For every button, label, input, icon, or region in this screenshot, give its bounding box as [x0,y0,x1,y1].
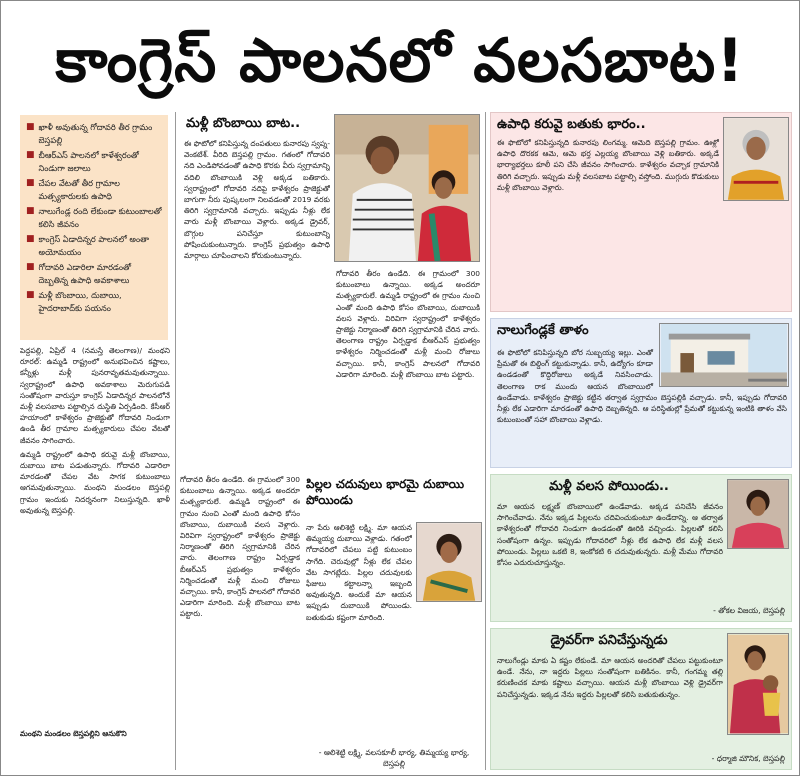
story-dubai [304,474,484,770]
left-story: పెద్దపల్లి, ఏప్రిల్ 4 (నమస్తే తెలంగాణ)/ మంథని రూరల్: ఉమ్మడి రాష్ట్రంలో అనుభవించిన కష్టాలు, కన్నీళ్లు మళ్లీ పునరావృతమవుతున్నాయి. స్వరాష్ట్రంలో ఉపాధి అవకాశాలు మెరుగుపడి సంతోషంగా వారుస్తూ కాంగ్రెస్ ఏడాదిన్నర పాలనలోనే మళ్లీ వలసబాట పట్టాల్సిన దుస్థితి ఏర్పడింది. కేసీఆర్ హయాంలో కాళేశ్వరం ప్రాజెక్టుతో గోదావరి నిండుగా ఉండి తీర గ్రామాల మత్స్యకారులు చేపల వేటతో జీవనం సాగించారు. ఉమ్మడి రాష్ట్రంలో ఉపాధి కరువై మళ్లీ బొంబాయి, దుబాయి బాట పడుతున్నారు. గోదావరి ఎడారిలా మారడంతో చేపల వేట సాగక కుటుంబాలు ఆగమవుతున్నాయి. మంథని మండలం బెస్తపల్లి గ్రామం ఇందుకు నిదర్శనంగా నిలుస్తున్నది. ఖాళీ అవుతున్న బెస్తపల్లి. [20,346,170,515]
bullet-icon: ■ [26,122,35,132]
story-dubai-title: పిల్లల చదువులు భారమై దుబాయి పోయిండు [306,477,465,507]
story-talam-text: ఈ ఫొటోలో కనిపిస్తున్నది బోర సుబ్బయ్య ఇల్లు. ఎంతో ప్రేమతో ఈ బిల్డింగ్ కట్టుకున్నాడు. కానీ, ఉద్యోగం కూడా ఉండడంతో కొద్దిరోజులు అక్కడే నివసించాడు. తెలంగాణ రాక ముందు ఆయన బొంబాయిలో ఉండేవాడు. కాళేశ్వరం ప్రాజెక్టు కట్టిన తర్వాత స్వగ్రామం బెస్తపల్లికి వచ్చాడు. కానీ, ఇప్పుడు గోదావరి నీళ్లు లేక ఎడారిగా మారడంతో ఉపాధి దెబ్బతిన్నది. ఆ పరిస్థితుల్లో ప్రేమతో కట్టుకున్న ఇంటికి తాళం వేసి కుటుంబంతో సహా బొంబాయి వెళ్లాడు. [497,348,787,425]
column-rule [485,112,486,770]
story-valasa-text: మా ఆయన లక్ష్మణ్ బొంబాయిలో ఉండేవాడు. అక్కడ పనిచేసి జీవనం సాగించేవాడు. నేను ఇక్కడ పిల్లలను చదివించుకుంటూ ఉండేదాన్ని. ఆ తర్వాత కాళేశ్వరంతో గోదావరి నిండుగా ఉండడంతో ఊరికి వచ్చిండు. పిల్లలతో కలిసి సంతోషంగా ఉన్నం. ఇప్పుడు గోదావరిలో నీళ్లు లేక ఉపాధి లేక మళ్లీ వలస పోయిండు. పిల్లలు ఒకటి 8, ఇంకోకటి 6 చదువుతున్నరు. మళ్లీ మేము గోదావరి కోసం ఎదురుచూస్తున్నం. [497,501,787,605]
story-upadhi-title: ఉపాధి కరువై బతుకు భారం.. [497,117,646,132]
story-dubai-text: నా పేరు ఆలిశెట్టి లక్ష్మి. మా ఆయన తిమ్మయ్య దుబాయి వెళ్లాడు. గతంలో గోదావరిలో చేపలు పట్టి కుటుంబం సాగేది. చెరువుల్లో నీళ్లు లేక చేపల వేట సాగట్లేదు. పిల్లల చదువులకు ఫీజులు కట్టాలన్నా ఇబ్బంది అవుతున్నది. అందుకే మా ఆయన ఇప్పుడు దుబాయికి పోయిండు. బతుకుడు కష్టంగా మారింది. [306,523,412,622]
woman-child-photo-image [728,634,788,734]
elder-woman-photo [723,117,789,201]
story-driver-title: డ్రైవర్‌గా పనిచేస్తున్నడు [550,633,668,648]
photo-spacer [653,347,787,391]
couple-photo [334,114,480,262]
highlights-box [20,115,168,340]
left-story-footer: మంథని మండలం బెస్తపల్లిని ఆనుకొని [20,729,127,738]
story-middle-tail: గోదావరి తీరం ఉండేది. ఈ గ్రామంలో 300 కుటుంబాలు ఉన్నాయి. అక్కడ అందరూ మత్స్యకారులే. ఉమ్మడి రాష్ట్రంలో ఈ గ్రామం నుంచి ఎంతో మంది ఉపాధి కోసం బొంబాయి, దుబాయికి వలస వెళ్లారు. విరివిగా స్వరాష్ట్రంలో కాళేశ్వరం ప్రాజెక్టు నిర్మాణంతో తిరిగి స్వగ్రామానికి చేరిన వారు. తెలంగాణ రాష్ట్రం ఏర్పడ్డాక బీఆర్ఎస్ ప్రభుత్వం కాళేశ్వరం నిర్మించడంతో మళ్లీ మంచి రోజులు వచ్చాయి. కానీ, కాంగ్రెస్ పాలనలో గోదావరి ఎడారిగా మారింది. మళ్లీ బొంబాయి బాట పట్టారు. [336,269,480,379]
story-bombay-title: మళ్లీ బొంబాయి బాట.. [186,116,301,131]
story-middle-continuation: గోదావరి తీరం ఉండేది. ఈ గ్రామంలో 300 కుటుంబాలు ఉన్నాయి. అక్కడ అందరూ మత్స్యకారులే. ఉమ్మడి రాష్ట్రంలో ఈ గ్రామం నుంచి ఎంతో మంది ఉపాధి కోసం బొంబాయి, దుబాయికి వలస వెళ్లారు. విరివిగా స్వరాష్ట్రంలో కాళేశ్వరం ప్రాజెక్టు నిర్మాణంతో తిరిగి స్వగ్రామానికి చేరిన వారు. తెలంగాణ రాష్ట్రం ఏర్పడ్డాక బీఆర్ఎస్ ప్రభుత్వం కాళేశ్వరం నిర్మించడంతో మళ్లీ మంచి రోజులు వచ్చాయి. కానీ, కాంగ్రెస్ పాలనలో గోదావరి ఎడారిగా మారింది. మళ్లీ బొంబాయి బాట పట్టారు. [180,475,300,619]
story-upadhi-text: ఈ ఫొటోలో కనిపిస్తున్నది కునారపు లింగమ్మ. ఆమెది బెస్తపల్లి గ్రామం. ఊళ్లో ఉపాధి దొరకక ఆమె, ఆమె భర్త ఎల్లయ్య బొంబాయి వెళ్లి బతికారు. అక్కడే భార్యాభర్తలు కూలీ పని చేసి జీవనం సాగించారు. కాళేశ్వరం వచ్చాక గ్రామానికి తిరిగి వచ్చారు. ఇప్పుడు మళ్లీ వలసబాట పట్టాల్సి వస్తోంది. ముగ్గురు కొడుకులు మళ్లీ బొంబాయి వెళ్లారు. [497,138,719,192]
highlight-item: ■ ఖాళీ అవుతున్న గోదావరి తీర గ్రామం బెస్తపల్లి [26,122,153,145]
photo-spacer [723,501,787,551]
bullet-icon: ■ [26,178,35,188]
bullet-icon: ■ [26,150,35,160]
highlight-item: ■ గోదావరి ఎడారిలా మారడంతో దెబ్బతిన్న ఉపాధి అవకాశాలు [26,262,131,285]
woman-child-photo [727,633,789,735]
story-driver [490,628,792,770]
headline: కాంగ్రెస్ పాలనలో వలసబాట! [55,26,745,96]
elder-woman-photo-image [724,118,788,200]
story-talam-title: నాలుగేండ్లకే తాళం [497,323,589,338]
story-valasa [490,474,792,622]
highlight-item: ■ కాంగ్రెస్ ఏడాదిన్నర పాలనలో అంతా అయోమయం [26,234,150,257]
story-driver-text: నాలుగేండ్లు మాకు ఏ కష్టం లేకుండే. మా ఆయన అందరితో చేపలు పట్టుకుంటూ ఉండే. నేను, నా ఇద్దరు పిల్లలు సంతోషంగా బతికినం. కానీ, గంగమ్మ తల్లి కరుణించక మాకు కష్టాలు వచ్చాయి. ఆయన మళ్లీ బొంబాయి వెళ్లి డ్రైవర్‌గా పనిచేస్తున్నడు. ఇక్కడ నేను ఇద్దరు పిల్లలతో కలిసి బతుకుతున్నం. [497,656,723,699]
woman-photo [416,522,482,602]
story-valasa-title: మళ్లీ వలస పోయిండు.. [549,479,669,494]
highlight-item: ■ మళ్లీ బొంబాయి, దుబాయి, హైదరాబాద్‌కు పయనం [26,290,122,313]
bullet-icon: ■ [26,234,35,244]
bullet-icon: ■ [26,290,35,300]
story-talam [490,318,792,468]
highlight-item: ■ బీఆర్ఎస్ పాలనలో కాళేశ్వరంతో నిండుగా జలాలు [26,150,139,173]
story-bombay-text-left: ఈ ఫొటోలో కనిపిస్తున్న దంపతులు కునారపు స్వప్న-వెంకటేశ్. వీరిది బెస్తపల్లి గ్రామం. గతంలో గోదావరి నది ఎండిపోవడంతో ఉపాధి కొరకు వీరు స్వగ్రామాన్ని వదిలి బొంబాయికి వెళ్లి అక్కడ బతికారు. స్వరాష్ట్రంలో గోదావరి నదిపై కాళేశ్వరం ప్రాజెక్టుతో బాగుగా నీరు పుష్కలంగా నిలవడంతో 2019 వరకు తిరిగి స్వగ్రామానికి వచ్చారు. ఇప్పుడు నీళ్లు లేక వారు మళ్లీ బొంబాయి వెళ్లారు. అక్కడ డ్రైవర్, బొగ్గుల పనిచేస్తూ కుటుంబాన్ని పోషించుకుంటున్నారు. కాంగ్రెస్ ప్రభుత్వం ఉపాధి మార్గాలు చూపించాలని కోరుకుంటున్నారు. [184,139,330,261]
highlight-item: ■ చేపల వేటతో తీర గ్రామాల మత్స్యకారులకు ఉపాధి [26,178,120,201]
woman-photo-image [417,523,481,601]
column-rule [175,112,176,770]
story-bombay [180,112,482,470]
highlight-item: ■ నాలుగేండ్ల రంది లేకుండా కుటుంబాలతో కలిసి జీవనం [26,206,162,229]
couple-photo-image [335,115,479,261]
story-upadhi [490,112,792,312]
bullet-icon: ■ [26,262,35,272]
story-dubai-byline: - ఆలిశెట్టి లక్ష్మి, వలసకూలీ భార్య, తిమ్మయ్య భార్య, బెస్తపల్లి [318,748,470,768]
story-valasa-byline: - తోకల విజయ, బెస్తపల్లి [713,606,785,615]
story-driver-byline: - ధర్మాజి మౌనిక, బెస్తపల్లి [711,754,785,763]
bullet-icon: ■ [26,206,35,216]
